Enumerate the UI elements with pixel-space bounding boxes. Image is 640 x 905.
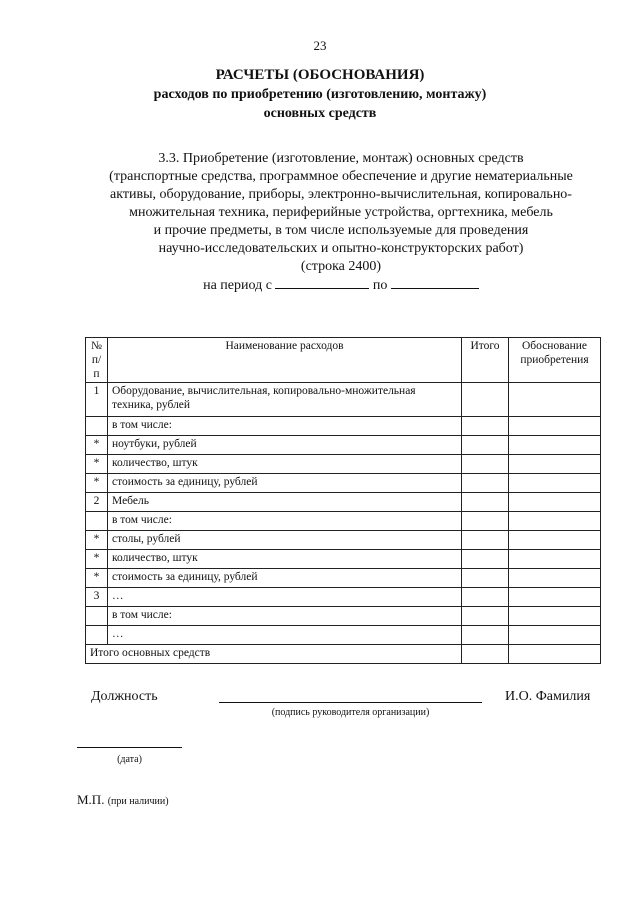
- row-num: 1: [86, 383, 108, 417]
- title-line-1: РАСЧЕТЫ (ОБОСНОВАНИЯ): [215, 67, 425, 83]
- date-caption: (дата): [117, 754, 142, 765]
- header-num: № п/п: [86, 338, 108, 383]
- period-end-blank: [391, 276, 479, 289]
- row-num: [86, 512, 108, 531]
- row-total: [462, 645, 509, 664]
- row-name: …: [108, 588, 462, 607]
- row-num: *: [86, 569, 108, 588]
- section-line: научно-исследовательских и опытно-конструкторских работ): [158, 241, 524, 256]
- header-name: Наименование расходов: [108, 338, 462, 383]
- row-total: [462, 531, 509, 550]
- table-row: [86, 626, 601, 645]
- period-line: [0, 276, 640, 295]
- row-justification: [509, 531, 601, 550]
- row-justification: [509, 607, 601, 626]
- position-label: Должность: [91, 689, 158, 704]
- table-total-row: [86, 645, 601, 664]
- row-name: в том числе:: [108, 607, 462, 626]
- section-heading: [0, 150, 640, 295]
- row-num: 3: [86, 588, 108, 607]
- row-total: [462, 626, 509, 645]
- row-name: стоимость за единицу, рублей: [108, 474, 462, 493]
- section-line: множительная техника, периферийные устройства, оргтехника, мебель: [129, 205, 553, 220]
- row-justification: [509, 645, 601, 664]
- row-name: ноутбуки, рублей: [108, 436, 462, 455]
- section-line: 3.3. Приобретение (изготовление, монтаж) основных средств: [158, 151, 524, 166]
- row-num: [86, 417, 108, 436]
- table-row: [86, 474, 601, 493]
- row-name: количество, штук: [108, 455, 462, 474]
- row-total: [462, 455, 509, 474]
- stamp-label: [77, 792, 169, 808]
- row-num: [86, 626, 108, 645]
- row-justification: [509, 626, 601, 645]
- signature-caption: (подпись руководителя организации): [271, 707, 430, 718]
- table-row: [86, 531, 601, 550]
- title-line-3: основных средств: [263, 106, 377, 121]
- header-justification: Обоснование приобретения: [509, 338, 601, 383]
- row-justification: [509, 455, 601, 474]
- table-row: [86, 607, 601, 626]
- row-total: [462, 493, 509, 512]
- row-num: *: [86, 531, 108, 550]
- row-name: стоимость за единицу, рублей: [108, 569, 462, 588]
- period-middle: по: [372, 278, 388, 293]
- row-name: Мебель: [108, 493, 462, 512]
- table-row: [86, 493, 601, 512]
- row-justification: [509, 569, 601, 588]
- row-justification: [509, 383, 601, 417]
- row-total: [462, 607, 509, 626]
- row-name: в том числе:: [108, 512, 462, 531]
- row-total: [462, 474, 509, 493]
- expenses-table: [85, 337, 601, 664]
- row-num: *: [86, 550, 108, 569]
- table-row: [86, 455, 601, 474]
- table-row: [86, 588, 601, 607]
- row-total: [462, 512, 509, 531]
- total-row-label: Итого основных средств: [86, 645, 462, 664]
- section-line: (транспортные средства, программное обеспечение и другие нематериальные: [109, 169, 573, 184]
- header-total: Итого: [462, 338, 509, 383]
- table-row: [86, 569, 601, 588]
- title-line-2: расходов по приобретению (изготовлению, монтажу): [153, 87, 487, 102]
- table-row: [86, 550, 601, 569]
- row-total: [462, 436, 509, 455]
- row-justification: [509, 436, 601, 455]
- row-justification: [509, 512, 601, 531]
- row-num: 2: [86, 493, 108, 512]
- stamp-text: М.П.: [77, 792, 105, 807]
- row-justification: [509, 474, 601, 493]
- signer-name: И.О. Фамилия: [505, 689, 591, 704]
- table-header: [86, 338, 601, 383]
- row-justification: [509, 588, 601, 607]
- table-row: [86, 512, 601, 531]
- row-total: [462, 550, 509, 569]
- row-total: [462, 417, 509, 436]
- row-justification: [509, 493, 601, 512]
- row-num: *: [86, 455, 108, 474]
- row-justification: [509, 417, 601, 436]
- section-line: и прочие предметы, в том числе используемые для проведения: [153, 223, 529, 238]
- section-line-row: (строка 2400): [300, 259, 382, 274]
- table-row: [86, 417, 601, 436]
- document-title: [0, 66, 640, 123]
- stamp-note: (при наличии): [107, 796, 169, 807]
- section-line: активы, оборудование, приборы, электронно-вычислительная, копировально-: [110, 187, 572, 202]
- row-name: Оборудование, вычислительная, копировально-множительная техника, рублей: [108, 383, 462, 417]
- date-line: [77, 747, 182, 748]
- period-prefix: на период с: [203, 278, 272, 293]
- row-justification: [509, 550, 601, 569]
- row-num: *: [86, 436, 108, 455]
- row-num: *: [86, 474, 108, 493]
- row-total: [462, 569, 509, 588]
- row-num: [86, 607, 108, 626]
- page-number: 23: [313, 38, 327, 53]
- row-total: [462, 588, 509, 607]
- table-row: [86, 436, 601, 455]
- row-name: столы, рублей: [108, 531, 462, 550]
- period-start-blank: [275, 276, 369, 289]
- table-row: [86, 383, 601, 417]
- row-name: в том числе:: [108, 417, 462, 436]
- row-name: …: [108, 626, 462, 645]
- row-name: количество, штук: [108, 550, 462, 569]
- signature-line: [219, 702, 482, 703]
- row-total: [462, 383, 509, 417]
